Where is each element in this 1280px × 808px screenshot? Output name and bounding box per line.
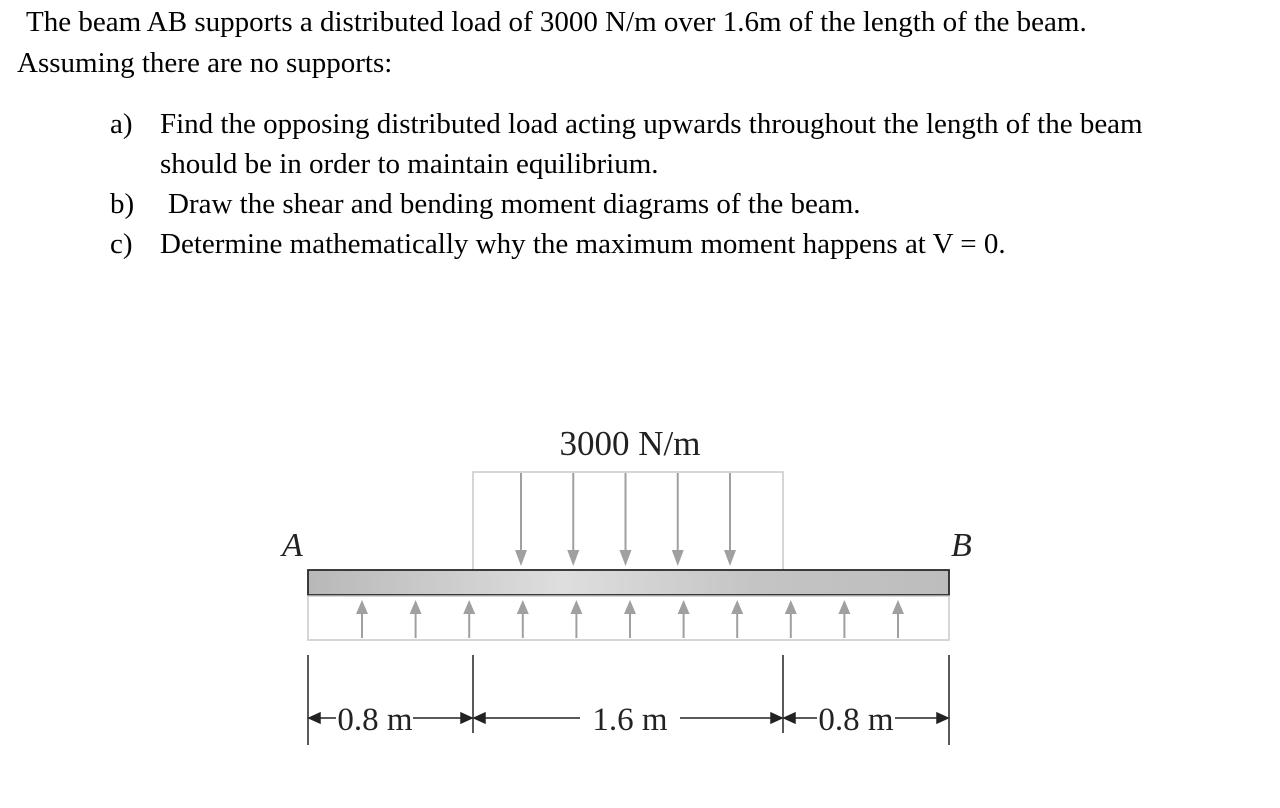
upward-load-arrow bbox=[517, 600, 529, 638]
end-b-label: B bbox=[951, 527, 972, 564]
dimension-left-label: 0.8 m bbox=[337, 702, 413, 738]
upward-load-arrow bbox=[678, 600, 690, 638]
downward-load-arrows bbox=[515, 473, 736, 566]
dimension-middle-label: 1.6 m bbox=[592, 702, 668, 738]
upward-load-arrow bbox=[356, 600, 368, 638]
upward-load-arrow bbox=[785, 600, 797, 638]
question-c-label: c) bbox=[110, 228, 133, 260]
question-b-text: Draw the shear and bending moment diagrams of the beam. bbox=[168, 188, 861, 220]
upward-load-arrow bbox=[624, 600, 636, 638]
question-a-label: a) bbox=[110, 108, 133, 140]
downward-load-arrow bbox=[672, 473, 684, 566]
upward-load-arrow bbox=[731, 600, 743, 638]
upward-load-region bbox=[308, 596, 949, 640]
downward-load-arrow bbox=[620, 473, 632, 566]
problem-intro-line-2: Assuming there are no supports: bbox=[17, 47, 393, 79]
end-a-label: A bbox=[282, 527, 303, 564]
upward-load-arrow bbox=[463, 600, 475, 638]
dimension-right-label: 0.8 m bbox=[818, 702, 894, 738]
question-b-label: b) bbox=[110, 188, 135, 220]
beam bbox=[308, 570, 949, 595]
downward-load-arrow bbox=[515, 473, 527, 566]
load-label: 3000 N/m bbox=[559, 424, 701, 463]
upward-load-arrow bbox=[892, 600, 904, 638]
upward-load-arrows bbox=[356, 600, 904, 638]
question-a-text-line-2: should be in order to maintain equilibrium. bbox=[160, 148, 659, 180]
downward-load-arrow bbox=[567, 473, 579, 566]
downward-load-arrow bbox=[724, 473, 736, 566]
question-c-text: Determine mathematically why the maximum moment happens at V = 0. bbox=[160, 228, 1006, 260]
upward-load-arrow bbox=[410, 600, 422, 638]
question-a-text-line-1: Find the opposing distributed load acting upwards throughout the length of the beam bbox=[160, 108, 1143, 140]
problem-intro-line-1: The beam AB supports a distributed load of 3000 N/m over 1.6m of the length of the beam. bbox=[26, 6, 1087, 38]
upward-load-arrow bbox=[570, 600, 582, 638]
upward-load-arrow bbox=[838, 600, 850, 638]
